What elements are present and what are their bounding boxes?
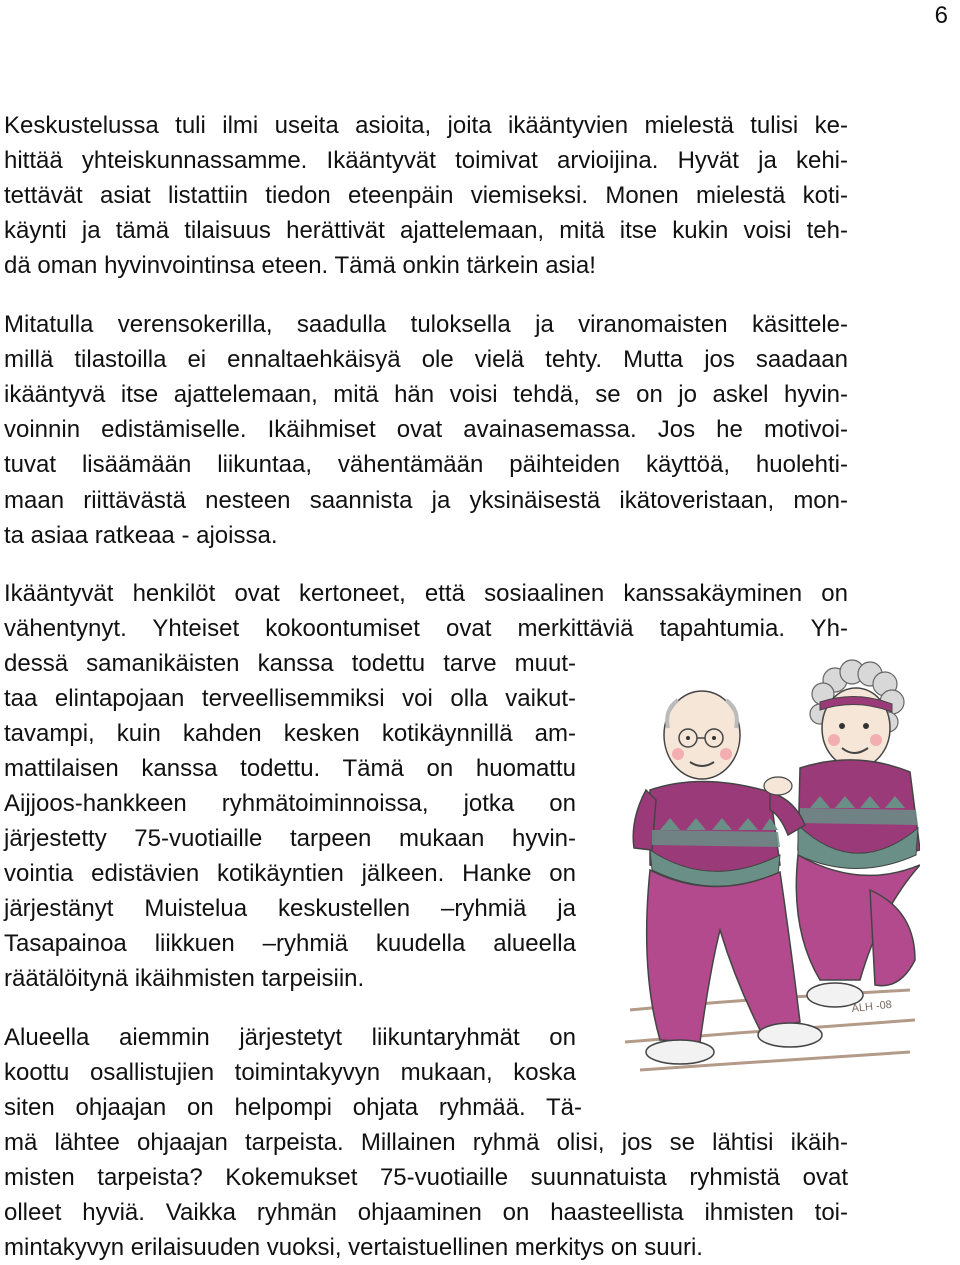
- paragraph-3-line: Aijjoos-hankkeen ryhmätoiminnoissa, jotka on: [4, 790, 576, 817]
- paragraph-2-line: tuvat lisäämään liikuntaa, vähentämään päihteiden käyttöä, huolehti-: [4, 451, 848, 478]
- paragraph-2-line: ikääntyvä itse ajattelemaan, mitä hän voisi tehdä, se on jo askel hyvin-: [4, 381, 848, 408]
- paragraph-2-line: voinnin edistämiselle. Ikäihmiset ovat avainasemassa. Jos he motivoi-: [4, 416, 848, 443]
- illustration-signature: ALH -08: [851, 998, 893, 1015]
- paragraph-1-line: Keskustelussa tuli ilmi useita asioita, joita ikääntyvien mielestä tulisi ke-: [4, 112, 848, 139]
- man-figure: [633, 691, 822, 1064]
- paragraph-2-line: ta asiaa ratkeaa - ajoissa.: [4, 522, 278, 549]
- paragraph-3-line: vähentynyt. Yhteiset kokoontumiset ovat merkittäviä tapahtumia. Yh-: [4, 615, 848, 642]
- paragraph-3-line: räätälöitynä ikäihmisten tarpeisiin.: [4, 965, 365, 992]
- paragraph-3-line: järjestänyt Muistelua keskustellen –ryhmiä ja: [4, 895, 576, 922]
- paragraph-4-line: siten ohjaajan on helpompi ohjata ryhmää. Tä-: [4, 1094, 582, 1121]
- paragraph-3-line: Tasapainoa liikkuen –ryhmiä kuudella alueella: [4, 930, 576, 957]
- paragraph-4-line: Alueella aiemmin järjestetyt liikuntaryhmät on: [4, 1024, 576, 1051]
- paragraph-2-line: Mitatulla verensokerilla, saadulla tuloksella ja viranomaisten käsittele-: [4, 311, 848, 338]
- paragraph-1-line: hittää yhteiskunnassamme. Ikääntyvät toimivat arvioijina. Hyvät ja kehi-: [4, 147, 848, 174]
- paragraph-3-line: järjestetty 75-vuotiaille tarpeen mukaan hyvin-: [4, 825, 576, 852]
- paragraph-2-line: millä tilastoilla ei ennaltaehkäisyä ole vielä tehty. Mutta jos saadaan: [4, 346, 848, 373]
- paragraph-3-line: taa elintapojaan terveellisemmiksi voi olla vaikut-: [4, 685, 576, 712]
- paragraph-4-line: misten tarpeista? Kokemukset 75-vuotiaille suunnatuista ryhmistä ovat: [4, 1164, 848, 1191]
- page-number: 6: [934, 2, 948, 29]
- paragraph-4-line: mintakyvyn erilaisuuden vuoksi, vertaistuellinen merkitys on suuri.: [4, 1234, 703, 1261]
- paragraph-2-line: maan riittävästä nesteen saannista ja yksinäisestä ikätoveristaan, mon-: [4, 487, 848, 514]
- paragraph-4-line: mä lähtee ohjaajan tarpeista. Millainen ryhmä olisi, jos se lähtisi ikäih-: [4, 1129, 848, 1156]
- paragraph-3-line: Ikääntyvät henkilöt ovat kertoneet, että sosiaalinen kanssakäyminen on: [4, 580, 848, 607]
- paragraph-4-line: koottu osallistujien toimintakyvyn mukaan, koska: [4, 1059, 576, 1086]
- elderly-couple-illustration: [620, 650, 920, 1090]
- paragraph-4-line: olleet hyviä. Vaikka ryhmän ohjaaminen on haasteellista ihmisten toi-: [4, 1199, 848, 1226]
- paragraph-3-line: vointia edistävien kotikäyntien jälkeen. Hanke on: [4, 860, 576, 887]
- paragraph-1-line: käynti ja tämä tilaisuus herättivät ajattelemaan, mitä itse kukin voisi teh-: [4, 217, 848, 244]
- paragraph-3-line: tavampi, kuin kahden kesken kotikäynnillä am-: [4, 720, 576, 747]
- paragraph-3-line: mattilaisen kanssa todettu. Tämä on huomattu: [4, 755, 576, 782]
- paragraph-1-line: dä oman hyvinvointinsa eteen. Tämä onkin tärkein asia!: [4, 252, 596, 279]
- paragraph-1-line: tettävät asiat listattiin tiedon eteenpäin viemiseksi. Monen mielestä koti-: [4, 182, 848, 209]
- paragraph-3-line: dessä samanikäisten kanssa todettu tarve muut-: [4, 650, 576, 677]
- woman-figure: [796, 660, 920, 1007]
